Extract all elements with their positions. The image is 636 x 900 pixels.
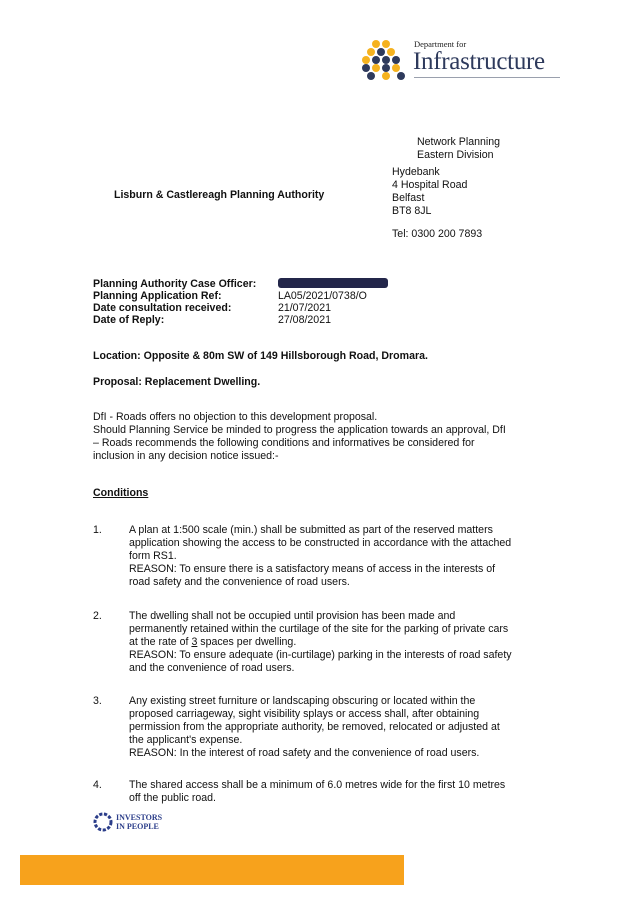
proposal-line: Proposal: Replacement Dwelling. — [93, 376, 261, 388]
detail-label: Date of Reply: — [93, 314, 165, 326]
condition-number: 2. — [93, 610, 102, 622]
sender-telephone: Tel: 0300 200 7893 — [392, 228, 483, 240]
iip-text — [116, 813, 162, 831]
condition-line: application showing the access to be constructed in accordance with the attached — [129, 537, 512, 549]
condition-text — [129, 695, 553, 760]
condition-line: at the rate of 3 spaces per dwelling. — [129, 636, 297, 648]
detail-label: Planning Application Ref: — [93, 290, 222, 302]
condition-line: REASON: To ensure adequate (in-curtilage) parking in the interests of road safety — [129, 649, 512, 661]
condition-line: form RS1. — [129, 550, 177, 562]
condition-item — [93, 779, 553, 805]
detail-value: 27/08/2021 — [277, 314, 331, 326]
detail-row-application-ref — [93, 290, 388, 302]
condition-text — [129, 610, 553, 675]
investors-in-people-ring-icon — [92, 811, 114, 833]
sender-address-line: Belfast — [392, 192, 425, 204]
condition-number: 1. — [93, 524, 102, 536]
sender-dept-line: Network Planning — [417, 136, 501, 148]
condition-line: permission from the appropriate authority, be removed, relocated or adjusted at — [129, 721, 500, 733]
condition-item — [93, 695, 553, 760]
condition-text — [129, 779, 553, 805]
condition-line: REASON: In the interest of road safety and the convenience of road users. — [129, 747, 480, 759]
detail-row-reply-date — [93, 314, 388, 326]
condition-line: off the public road. — [129, 792, 216, 804]
logo-title: Infrastructure — [413, 48, 545, 75]
logo-underline — [414, 77, 560, 78]
condition-line: proposed carriageway, sight visibility splays or access shall, after obtaining — [129, 708, 480, 720]
condition-text — [129, 524, 553, 589]
detail-row-consultation-date — [93, 302, 388, 314]
sender-dept-line: Eastern Division — [417, 149, 494, 161]
sender-address-line: Hydebank — [392, 166, 440, 178]
condition-line: A plan at 1:500 scale (min.) shall be submitted as part of the reserved matters — [129, 524, 493, 536]
case-details — [93, 278, 388, 326]
dfi-logo — [362, 36, 562, 84]
recipient-authority: Lisburn & Castlereagh Planning Authority — [114, 189, 325, 201]
sender-department — [417, 136, 500, 162]
dfi-hexagon-logo-icon — [362, 38, 406, 82]
condition-line: The shared access shall be a minimum of 6.0 metres wide for the first 10 metres — [129, 779, 506, 791]
condition-line: permanently retained within the curtilage of the site for the parking of private cars — [129, 623, 509, 635]
sender-address-line: 4 Hospital Road — [392, 179, 468, 191]
detail-label: Date consultation received: — [93, 302, 232, 314]
intro-line: – Roads recommends the following conditions and informatives be considered for — [93, 437, 475, 449]
condition-item — [93, 524, 553, 589]
detail-row-case-officer — [93, 278, 388, 290]
intro-line: DfI - Roads offers no objection to this development proposal. — [93, 411, 378, 423]
detail-value: LA05/2021/0738/O — [277, 290, 367, 302]
redacted-name — [278, 278, 388, 288]
condition-line: road safety and the convenience of road users. — [129, 576, 350, 588]
iip-line: INVESTORS — [116, 813, 163, 822]
intro-paragraph — [93, 411, 553, 463]
detail-value: 21/07/2021 — [277, 302, 331, 314]
location-line: Location: Opposite & 80m SW of 149 Hillsborough Road, Dromara. — [93, 350, 428, 362]
detail-label: Planning Authority Case Officer: — [93, 278, 257, 290]
condition-line: The dwelling shall not be occupied until provision has been made and — [129, 610, 456, 622]
condition-item — [93, 610, 553, 675]
logo-small-text: Department for — [414, 39, 467, 49]
condition-number: 3. — [93, 695, 102, 707]
footer-orange-bar — [20, 855, 404, 885]
condition-line: Any existing street furniture or landscaping obscuring or located within the — [129, 695, 476, 707]
condition-line: and the convenience of road users. — [129, 662, 295, 674]
condition-line: REASON: To ensure there is a satisfactory means of access in the interests of — [129, 563, 496, 575]
intro-line: inclusion in any decision notice issued:- — [93, 450, 279, 462]
condition-line: the applicant's expense. — [129, 734, 243, 746]
sender-address-line: BT8 8JL — [392, 205, 432, 217]
intro-line: Should Planning Service be minded to progress the application towards an approval, DfI — [93, 424, 506, 436]
conditions-heading: Conditions — [93, 487, 149, 499]
iip-line: IN PEOPLE — [116, 822, 159, 831]
investors-in-people-logo — [92, 810, 182, 836]
sender-address — [392, 166, 467, 218]
condition-number: 4. — [93, 779, 102, 791]
